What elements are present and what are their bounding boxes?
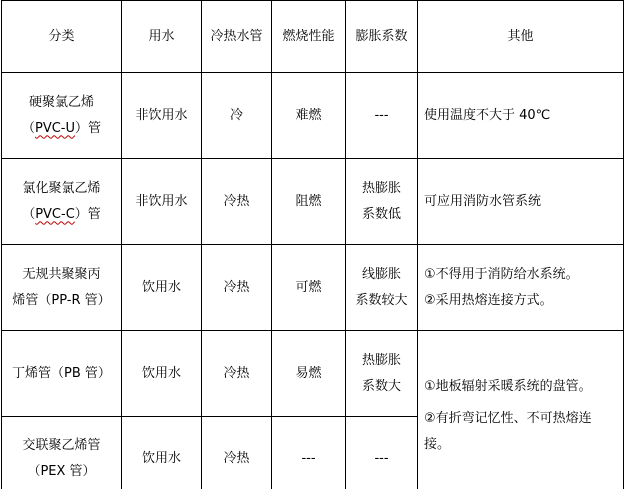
row2-open-paren: （ (22, 206, 36, 222)
row2-code: PVC-C (35, 206, 75, 222)
row5-category-line2: （PEX 管） (27, 463, 96, 479)
row1-code: PVC-U (34, 120, 75, 136)
row3-category-line2: 烯管（PP-R 管） (12, 292, 111, 308)
table-row (2, 331, 624, 417)
row1-other: 使用温度不大于 40℃ (418, 73, 624, 159)
row3-other (418, 245, 624, 331)
header-hot-cold: 冷热水管 (202, 1, 272, 73)
row5-category (2, 417, 122, 489)
row4-category: 丁烯管（PB 管） (2, 331, 122, 417)
row1-category-line1: 硬聚氯乙烯 (28, 94, 94, 110)
row2-hot-cold: 冷热 (202, 159, 272, 245)
shared-other-line2: ②有折弯记忆性、不可热熔连 (424, 410, 592, 426)
row2-category (2, 159, 122, 245)
row5-combustion: --- (272, 417, 346, 489)
row5-expansion: --- (346, 417, 418, 489)
row3-category (2, 245, 122, 331)
header-combustion: 燃烧性能 (272, 1, 346, 73)
row4-expansion (346, 331, 418, 417)
pipe-comparison-table (1, 0, 624, 489)
row4-expansion-line2: 系数大 (361, 378, 401, 394)
header-category: 分类 (2, 1, 122, 73)
header-other: 其他 (418, 1, 624, 73)
row2-expansion-line1: 热膨胀 (361, 180, 401, 196)
row5-category-line1: 交联聚乙烯管 (22, 437, 101, 453)
row1-combustion: 难燃 (272, 73, 346, 159)
row2-category-line2 (4, 202, 119, 228)
row4-expansion-line1: 热膨胀 (361, 352, 401, 368)
table-row (2, 73, 624, 159)
row3-expansion-line2: 系数较大 (355, 292, 408, 308)
row3-expansion (346, 245, 418, 331)
row5-hot-cold: 冷热 (202, 417, 272, 489)
header-usage: 用水 (122, 1, 202, 73)
row2-usage: 非饮用水 (122, 159, 202, 245)
row3-other-line2: ②采用热熔连接方式。 (424, 292, 553, 308)
row1-close-paren: ）管 (75, 120, 102, 136)
row1-open-paren: （ (21, 120, 35, 136)
row2-expansion-line2: 系数低 (361, 206, 401, 222)
shared-other-line3: 接。 (424, 436, 451, 452)
row3-other-line1: ①不得用于消防给水系统。 (424, 266, 579, 282)
row3-combustion: 可燃 (272, 245, 346, 331)
row5-usage: 饮用水 (122, 417, 202, 489)
row3-usage: 饮用水 (122, 245, 202, 331)
row2-category-line1: 氯化聚氯乙烯 (22, 180, 101, 196)
shared-other-cell (418, 331, 624, 489)
row1-category-line2 (4, 116, 119, 142)
row2-close-paren: ）管 (74, 206, 101, 222)
row2-expansion (346, 159, 418, 245)
row1-expansion: --- (346, 73, 418, 159)
row3-category-line1: 无规共聚聚丙 (22, 266, 101, 282)
row4-usage: 饮用水 (122, 331, 202, 417)
row4-hot-cold: 冷热 (202, 331, 272, 417)
header-row (2, 1, 624, 73)
row1-category (2, 73, 122, 159)
row3-hot-cold: 冷热 (202, 245, 272, 331)
table-row (2, 159, 624, 245)
row4-combustion: 易燃 (272, 331, 346, 417)
row3-expansion-line1: 线膨胀 (361, 266, 401, 282)
shared-other-line1: ①地板辐射采暖系统的盘管。 (424, 378, 592, 394)
row2-other: 可应用消防水管系统 (418, 159, 624, 245)
row2-combustion: 阻燃 (272, 159, 346, 245)
row1-usage: 非饮用水 (122, 73, 202, 159)
header-expansion: 膨胀系数 (346, 1, 418, 73)
table-row (2, 245, 624, 331)
row1-hot-cold: 冷 (202, 73, 272, 159)
